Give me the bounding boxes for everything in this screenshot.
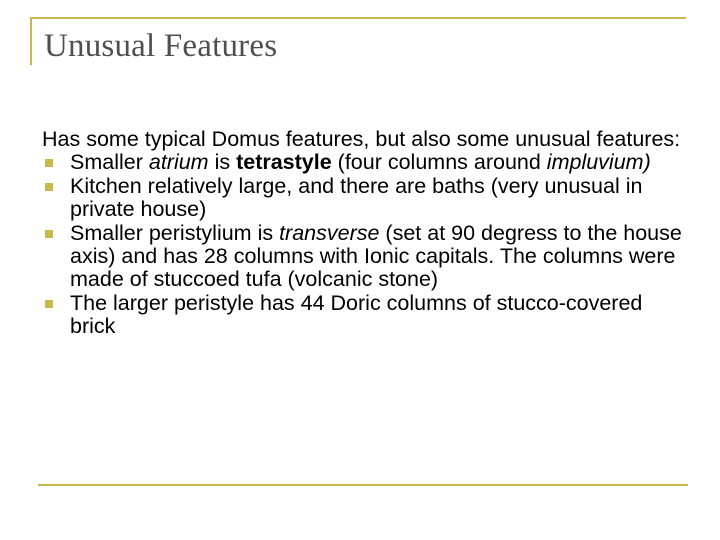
bullet-text: Smaller peristylium is bbox=[70, 220, 280, 245]
emphasis-transverse: transverse bbox=[279, 220, 380, 245]
bullet-text: Kitchen relatively large, and there are baths (very unusual in private house) bbox=[70, 173, 643, 222]
emphasis-tetrastyle: tetrastyle bbox=[236, 150, 332, 175]
bullet-text: (set at 90 degress to the house axis) and has 28 columns with Ionic capitals. The columns were made of stuccoed tufa (volcanic stone) bbox=[70, 220, 682, 292]
frame-left-line bbox=[30, 17, 32, 65]
bullet-item-atrium bbox=[42, 151, 682, 174]
intro-text: Has some typical Domus features, but also some unusual features: bbox=[42, 127, 681, 151]
square-bullet-icon bbox=[45, 300, 53, 308]
bullet-item-kitchen bbox=[42, 175, 682, 222]
slide-body bbox=[42, 128, 682, 339]
square-bullet-icon bbox=[45, 183, 53, 191]
bullet-text: The larger peristyle has 44 Doric columns of stucco-covered brick bbox=[70, 290, 643, 339]
emphasis-atrium: atrium bbox=[148, 150, 209, 175]
square-bullet-icon bbox=[45, 159, 53, 167]
bullet-list bbox=[42, 151, 682, 338]
square-bullet-icon bbox=[45, 230, 53, 238]
bullet-text: Smaller bbox=[70, 150, 149, 175]
frame-top-line bbox=[30, 17, 686, 19]
frame-bottom-line bbox=[38, 484, 688, 486]
bullet-item-peristylium bbox=[42, 222, 682, 292]
bullet-item-peristyle bbox=[42, 292, 682, 339]
emphasis-impluvium: impluvium) bbox=[546, 150, 651, 175]
bullet-text: (four columns around bbox=[331, 150, 547, 175]
slide-title: Unusual Features bbox=[44, 28, 278, 64]
bullet-text: is bbox=[208, 150, 237, 175]
